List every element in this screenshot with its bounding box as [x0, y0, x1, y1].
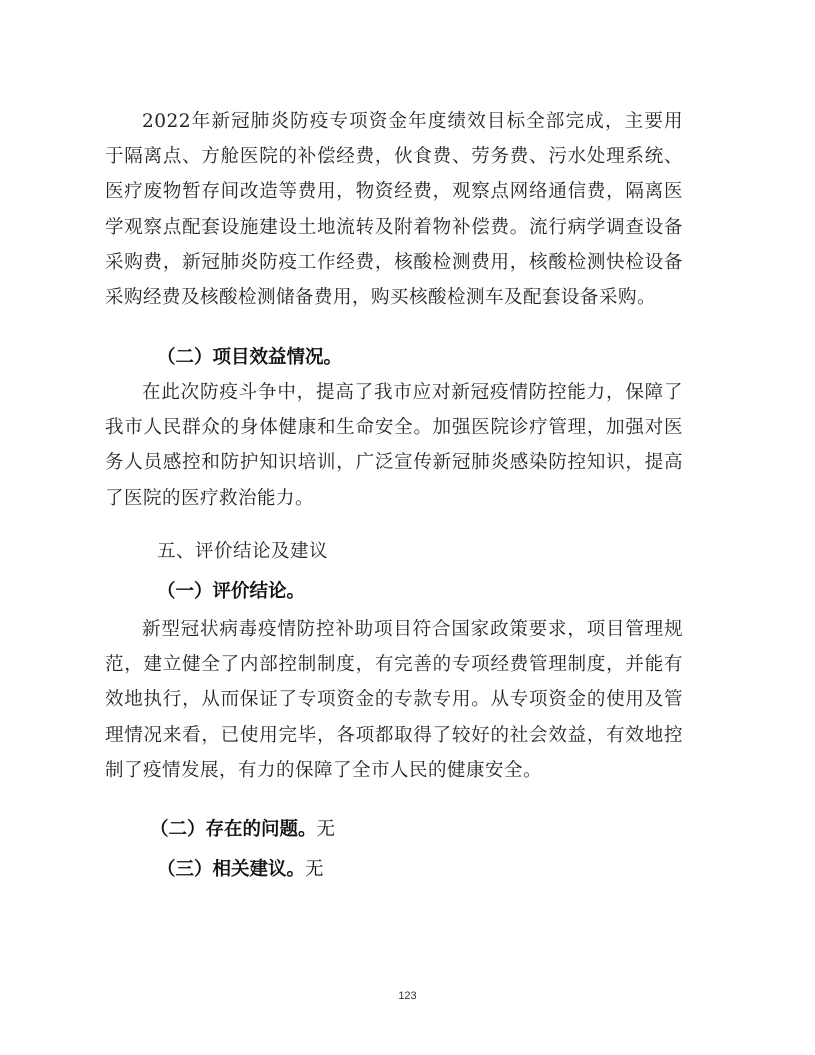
paragraph-project-benefit: 在此次防疫斗争中，提高了我市应对新冠疫情防控能力，保障了我市人民群众的身体健康和生命安全。加强医院诊疗管理，加强对医务人员感控和防护知识培训，广泛宣传新冠肺炎感染防控知识，提高了医院的医疗救治能力。: [105, 382, 683, 509]
heading-evaluation-conclusion: （一）评价结论。: [157, 581, 306, 602]
paragraph-fund-completion: 2022年新冠肺炎防疫专项资金年度绩效目标全部完成，主要用于隔离点、方舱医院的补偿经费，伙食费、劳务费、污水处理系统、医疗废物暂存间改造等费用，物资经费，观察点网络通信费，隔离医学观察点配套设施建设土地流转及附着物补偿费。流行病学调查设备采购费，新冠肺炎防疫工作经费，核酸检测费用，核酸检测快检设备采购经费及核酸检测储备费用，购买核酸检测车及配套设备采购。: [105, 111, 683, 309]
heading-project-benefit: （二）项目效益情况。: [157, 347, 343, 368]
related-suggestions-label: （三）相关建议。: [157, 859, 306, 880]
existing-problems-value: 无: [316, 819, 336, 840]
section-heading-conclusions: 五、评价结论及建议: [157, 541, 329, 562]
page-number: 123: [398, 990, 417, 1002]
heading-related-suggestions: [157, 852, 324, 887]
existing-problems-label: （二）存在的问题。: [150, 819, 317, 840]
paragraph-evaluation-conclusion: 新型冠状病毒疫情防控补助项目符合国家政策要求，项目管理规范，建立健全了内部控制制度，有完善的专项经费管理制度，并能有效地执行，从而保证了专项资金的专款专用。从专项资金的使用及管理情况来看，已使用完毕，各项都取得了较好的社会效益，有效地控制了疫情发展，有力的保障了全市人民的健康安全。: [105, 619, 683, 781]
related-suggestions-value: 无: [305, 859, 324, 880]
heading-existing-problems: [150, 812, 335, 847]
